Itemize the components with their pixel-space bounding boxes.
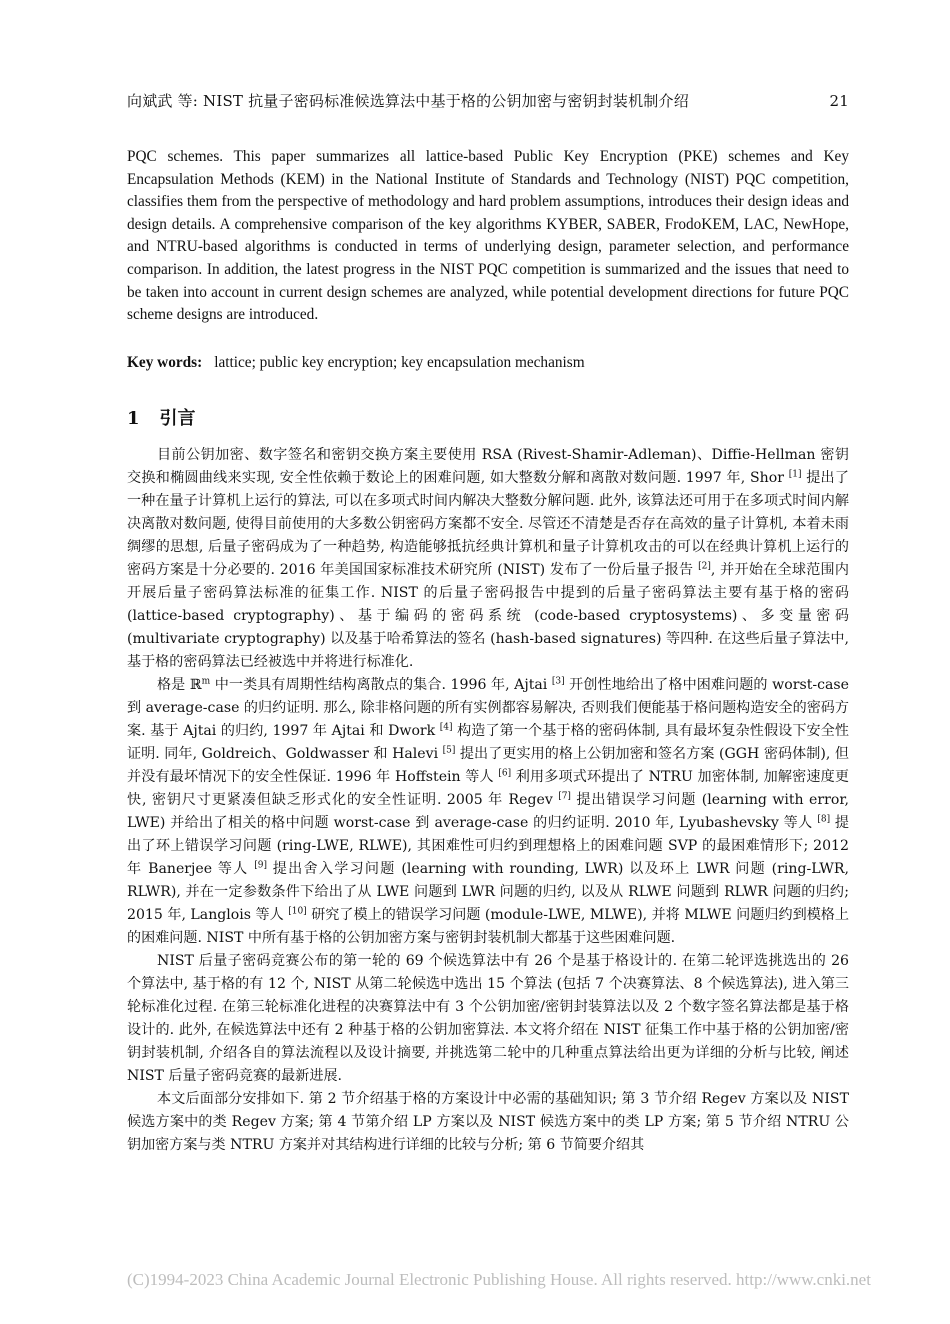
citation-6: [6] (498, 768, 512, 779)
citation-1: [1] (788, 469, 802, 480)
running-header (127, 90, 849, 111)
text-run: 提出错误学习问题 (learning with error, LWE) 并给出了相关的格中问题 worst-case 到 average-case 的归约证明. 2010 年, Lyubashevsky 等人 (127, 792, 849, 831)
paragraph-1 (127, 444, 849, 674)
abstract-text: PQC schemes. This paper summarizes all lattice-based Public Key Encryption (PKE) schemes and Key Encapsulation Methods (KEM) in the National Institute of Standards and Technology (NIST) PQC competition, classifies them from the perspective of methodology and hard problem assumptions, introduces their design ideas and design details. A comprehensive comparison of the key algorithms KYBER, SABER, FrodoKEM, LAC, NewHope, and NTRU-based algorithms is conducted in terms of underlying design, parameter selection, and performance comparison. In addition, the latest progress in the NIST PQC competition is summarized and the issues that need to be taken into account in current design schemes are analyzed, while potential development directions for future PQC scheme designs are introduced. (127, 148, 849, 324)
paragraph-4: 本文后面部分安排如下. 第 2 节介绍基于格的方案设计中必需的基础知识; 第 3 节介绍 Regev 方案以及 NIST 候选方案中的类 Regev 方案; 第 4 节第介绍 LP 方案以及 NIST 候选方案中的类 LP 方案; 第 5 节介绍 NTRU 公钥加密方案与类 NTRU 方案并对其结构进行详细的比较与分析; 第 6 节简要介绍其 (127, 1091, 849, 1153)
citation-5: [5] (442, 745, 456, 756)
section-heading (127, 404, 196, 430)
text-run: 格是 ℝ (157, 677, 202, 693)
text-run: 提出舍入学习问题 (learning with rounding, LWR) 以及环上 LWR 问题 (ring-LWR, RLWR), 并在一定参数条件下给出了从 LWE 问题到 LWR 问题的归约, 以及从 RLWE 问题到 RLWR 问题的归约; 2015 年, Langlois 等人 (127, 861, 850, 923)
paragraph-2 (127, 674, 849, 950)
citation-9: [9] (254, 860, 268, 871)
text-run: 利用多项式环提出了 NTRU 加密体制, 加解密速度更快, 密钥尺寸更紧凑但缺乏形式化的安全性证明. 2005 年 Regev (127, 769, 850, 808)
text-run: 中一类具有周期性结构离散点的集合. 1996 年, Ajtai (210, 677, 552, 693)
text-run: 构造了第一个基于格的密码体制, 具有最坏复杂性假设下安全性证明. 同年, Goldreich、Goldwasser 和 Halevi (127, 723, 849, 762)
text-run: 提出了更实用的格上公钥加密和签名方案 (GGH 密码体制), 但并没有最坏情况下的安全性保证. 1996 年 Hoffstein 等人 (127, 746, 850, 785)
text-run: 目前公钥加密、数字签名和密钥交换方案主要使用 RSA (Rivest-Shamir-Adleman)、Diffie-Hellman 密钥交换和椭圆曲线来实现, 安全性依赖于数论上的困难问题, 如大整数分解和离散对数问题. 1997 年, Shor (127, 447, 849, 486)
text-run: , 并开始在全球范围内开展后量子密码算法标准的征集工作. NIST 的后量子密码报告中提到的后量子密码算法主要有基于格的密码 (lattice-based cryptography)、基于编码的密码系统 (code-based cryptosystems)、多变量密码 (multivariate cryptography) 以及基于哈希算法的签名 (hash-based signatures) 等四种. 在这些后量子算法中, 基于格的密码算法已经被选中并将进行标准化. (127, 562, 849, 670)
superscript-m: m (201, 676, 211, 687)
section-title: 引言 (159, 408, 196, 429)
keywords-line (127, 352, 849, 374)
text-run: 提出了环上错误学习问题 (ring-LWE, RLWE), 其困难性可归约到理想格上的困难问题 SVP 的最困难情形下; 2012 年 Banerjee 等人 (127, 815, 849, 877)
citation-7: [7] (558, 791, 571, 802)
section-number: 1 (127, 408, 140, 429)
text-run: 开创性地给出了格中困难问题的 worst-case 到 average-case 的归约证明. 那么, 除非格问题的所有实例都容易解决, 否则我们便能基于格问题构造安全的密码方案. 基于 Ajtai 的归约, 1997 年 Ajtai 和 Dwork (127, 677, 849, 739)
paragraph-3: NIST 后量子密码竞赛公布的第一轮的 69 个候选算法中有 26 个是基于格设计的. 在第二轮评选挑选出的 26 个算法中, 基于格的有 12 个, NIST 从第二轮候选中选出 15 个算法 (包括 7 个决赛算法、8 个候选算法), 进入第三轮标准化过程. 在第三轮标准化进程的决赛算法中有 3 个公钥加密/密钥封装算法以及 2 个数字签名算法都是基于格设计的. 此外, 在候选算法中还有 2 种基于格的公钥加密算法. 本文将介绍在 NIST 征集工作中基于格的公钥加密/密钥封装机制, 介绍各自的算法流程以及设计摘要, 并挑选第二轮中的几种重点算法给出更为详细的分析与比较, 阐述 NIST 后量子密码竞赛的最新进展. (127, 953, 849, 1084)
body-text (127, 444, 849, 1157)
citation-8: [8] (817, 814, 831, 825)
text-run: 研究了模上的错误学习问题 (module-LWE, MLWE), 并将 MLWE 问题归约到模格上的困难问题. NIST 中所有基于格的公钥加密方案与密钥封装机制大都基于这些困难问题. (127, 907, 849, 946)
keywords-label: Key words: (127, 354, 203, 371)
keywords-value: lattice; public key encryption; key encapsulation mechanism (214, 354, 585, 371)
copyright-footer: (C)1994-2023 China Academic Journal Electronic Publishing House. All rights reserved. http://www.cnki.net (127, 1270, 871, 1289)
citation-2: [2] (698, 561, 711, 572)
citation-3: [3] (551, 676, 565, 687)
running-title: 向斌武 等: NIST 抗量子密码标准候选算法中基于格的公钥加密与密钥封装机制介绍 (127, 92, 689, 110)
page-number: 21 (829, 92, 849, 110)
text-run: 提出了一种在量子计算机上运行的算法, 可以在多项式时间内解决大整数分解问题. 此外, 该算法还可用于在多项式时间内解决离散对数问题, 使得目前使用的大多数公钥密码方案都不安全. 尽管还不清楚是否存在高效的量子计算机, 本着未雨绸缪的思想, 后量子密码成为了一种趋势, 构造能够抵抗经典计算机和量子计算机攻击的可以在经典计算机上运行的密码方案是十分必要的. 2016 年美国国家标准技术研究所 (NIST) 发布了一份后量子报告 (127, 470, 849, 578)
citation-10: [10] (288, 906, 307, 917)
citation-4: [4] (439, 722, 453, 733)
